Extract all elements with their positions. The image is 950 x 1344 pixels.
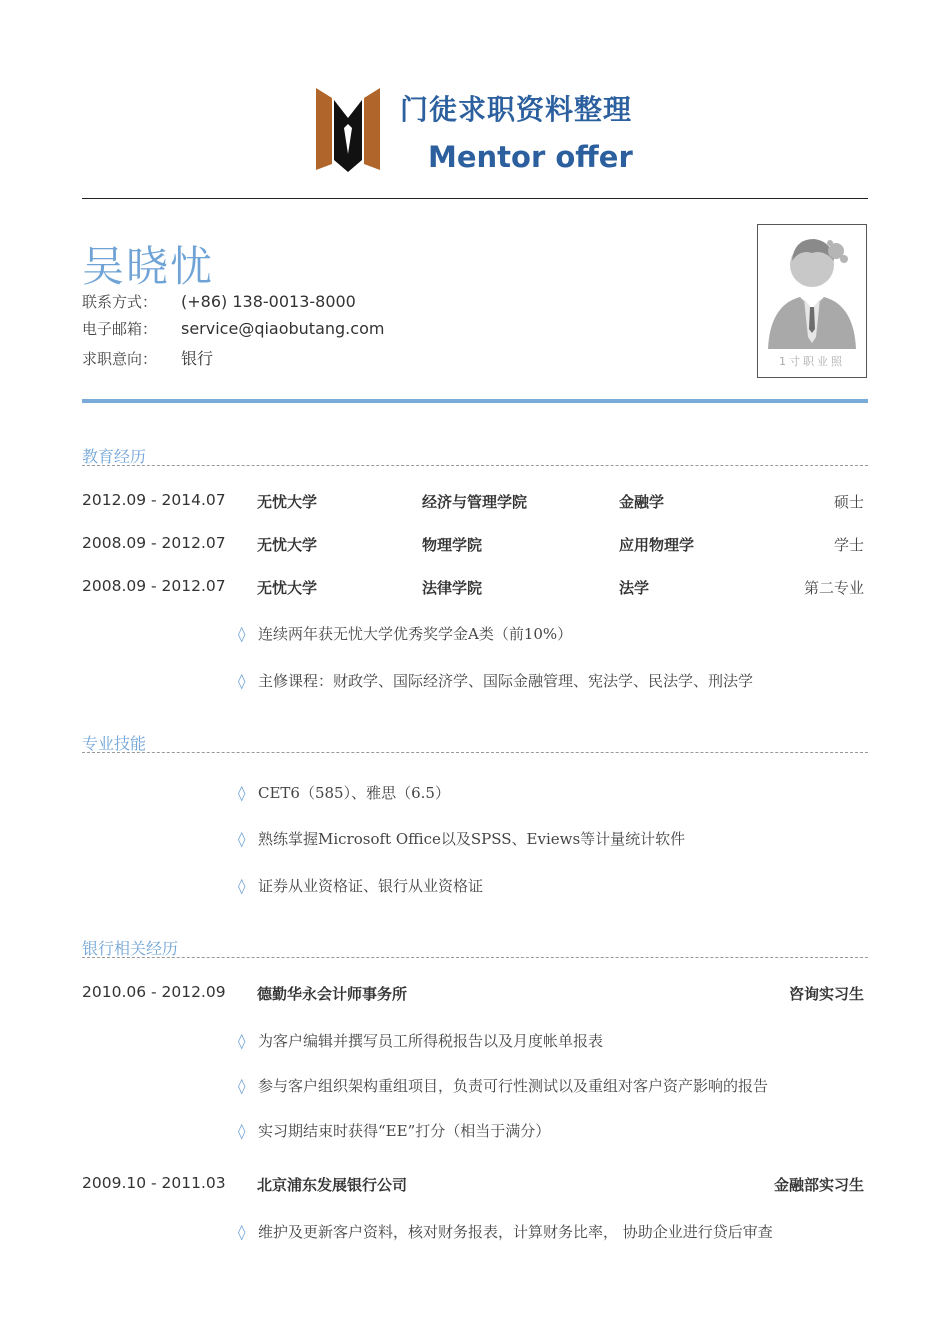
candidate-name: 吴晓忧 (82, 242, 215, 291)
intent-row (82, 346, 213, 369)
education-college: 法律学院 (422, 579, 483, 597)
job-date: 2009.10 - 2011.03 (82, 1174, 226, 1192)
skill-bullet: ◊ CET6（585）、雅思（6.5） (238, 784, 450, 802)
education-degree: 第二专业 (803, 579, 864, 597)
job-row (82, 1174, 864, 1198)
contact-value: (+86) 138-0013-8000 (181, 292, 356, 311)
education-row (82, 577, 864, 601)
job-bullet: ◊ 实习期结束时获得“EE”打分（相当于满分） (238, 1122, 551, 1140)
education-section-title: 教育经历 (82, 447, 147, 466)
profile-photo (757, 224, 867, 378)
job-company: 北京浦东发展银行公司 (257, 1176, 408, 1194)
diamond-bullet-icon: ◊ (238, 1122, 246, 1140)
education-date: 2008.09 - 2012.07 (82, 577, 226, 595)
diamond-bullet-icon: ◊ (238, 830, 246, 848)
education-row (82, 491, 864, 515)
photo-caption: 1寸职业照 (779, 355, 845, 368)
education-dash-rule (82, 465, 868, 466)
diamond-bullet-icon: ◊ (238, 877, 246, 895)
skill-bullet: ◊ 熟练掌握Microsoft Office以及SPSS、Eviews等计量统计软件 (238, 830, 686, 848)
job-date: 2010.06 - 2012.09 (82, 983, 226, 1001)
email-value: service@qiaobutang.com (181, 319, 385, 338)
education-major: 法学 (619, 579, 650, 597)
job-row (82, 983, 864, 1007)
education-bullet: ◊ 连续两年获无忧大学优秀奖学金A类（前10%） (238, 625, 573, 643)
brand-title-en: Mentor offer (428, 140, 633, 174)
education-school: 无忧大学 (257, 579, 318, 597)
skills-dash-rule (82, 752, 868, 753)
job-bullet: ◊ 维护及更新客户资料，核对财务报表，计算财务比率， 协助企业进行贷后审查 (238, 1223, 773, 1241)
education-degree: 学士 (833, 536, 864, 554)
job-bullet: ◊ 为客户编辑并撰写员工所得税报告以及月度帐单报表 (238, 1032, 604, 1050)
contact-label: 联系方式： (82, 293, 158, 311)
education-date: 2008.09 - 2012.07 (82, 534, 226, 552)
diamond-bullet-icon: ◊ (238, 625, 246, 643)
mentor-logo-icon (314, 84, 382, 174)
contact-row (82, 291, 356, 312)
experience-section-title: 银行相关经历 (82, 939, 179, 958)
email-label: 电子邮箱： (82, 320, 158, 338)
diamond-bullet-icon: ◊ (238, 1223, 246, 1241)
diamond-bullet-icon: ◊ (238, 784, 246, 802)
education-school: 无忧大学 (257, 493, 318, 511)
education-bullet: ◊ 主修课程：财政学、国际经济学、国际金融管理、宪法学、民法学、刑法学 (238, 672, 754, 690)
intent-value: 银行 (181, 349, 214, 368)
job-company: 德勤华永会计师事务所 (257, 985, 408, 1003)
education-row (82, 534, 864, 558)
header-divider (82, 198, 868, 199)
diamond-bullet-icon: ◊ (238, 1077, 246, 1095)
education-major: 应用物理学 (619, 536, 695, 554)
job-role: 咨询实习生 (788, 985, 864, 1003)
intent-label: 求职意向： (82, 350, 158, 368)
education-degree: 硕士 (833, 493, 864, 511)
experience-dash-rule (82, 957, 868, 958)
education-college: 经济与管理学院 (422, 493, 528, 511)
brand-title-cn: 门徒求职资料整理 (400, 93, 633, 126)
job-bullet: ◊ 参与客户组织架构重组项目，负责可行性测试以及重组对客户资产影响的报告 (238, 1077, 769, 1095)
education-major: 金融学 (619, 493, 665, 511)
skills-section-title: 专业技能 (82, 734, 147, 753)
education-school: 无忧大学 (257, 536, 318, 554)
job-role: 金融部实习生 (773, 1176, 864, 1194)
education-college: 物理学院 (422, 536, 483, 554)
diamond-bullet-icon: ◊ (238, 672, 246, 690)
education-date: 2012.09 - 2014.07 (82, 491, 226, 509)
diamond-bullet-icon: ◊ (238, 1032, 246, 1050)
section-divider-blue (82, 399, 868, 403)
email-row (82, 318, 384, 339)
skill-bullet: ◊ 证券从业资格证、银行从业资格证 (238, 877, 484, 895)
